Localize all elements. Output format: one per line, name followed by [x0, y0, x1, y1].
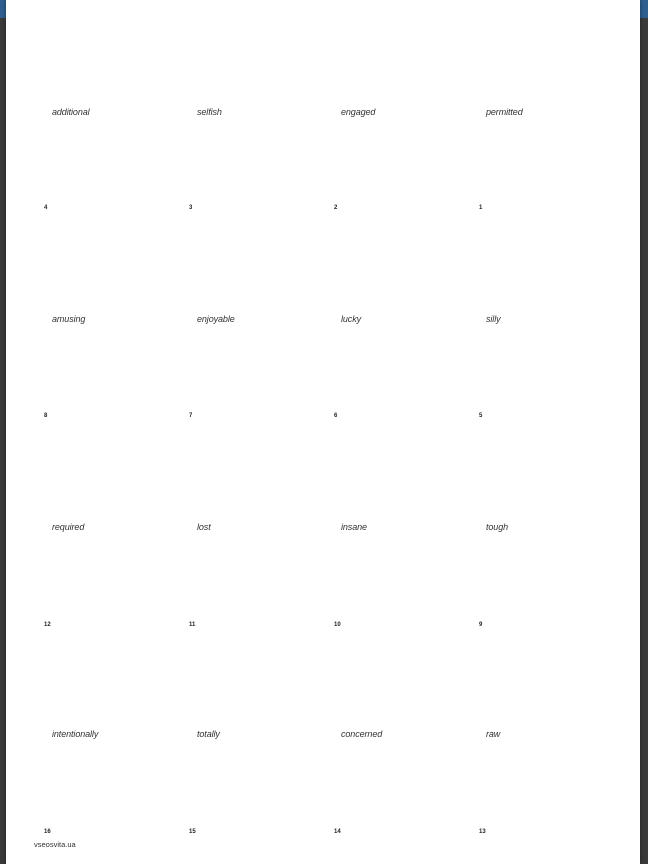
- word-cell: permitted: [486, 107, 523, 117]
- card-number: 12: [44, 622, 51, 628]
- card-number: 6: [334, 413, 338, 419]
- word-cell: concerned: [341, 729, 383, 739]
- card-number: 13: [479, 829, 486, 835]
- card-number: 1: [479, 205, 483, 211]
- card-number: 10: [334, 622, 341, 628]
- word-cell: totally: [197, 729, 220, 739]
- word-cell: engaged: [341, 107, 376, 117]
- card-number: 2: [334, 205, 338, 211]
- card-number: 14: [334, 829, 341, 835]
- card-number: 8: [44, 413, 48, 419]
- word-cell: lost: [197, 522, 211, 532]
- card-number: 7: [189, 413, 193, 419]
- site-footer-text: vseosvita.ua: [34, 840, 76, 849]
- word-cell: insane: [341, 522, 367, 532]
- card-number: 9: [479, 622, 483, 628]
- word-cell: enjoyable: [197, 314, 235, 324]
- card-number: 11: [189, 622, 196, 628]
- document-page: [6, 0, 640, 864]
- word-cell: lucky: [341, 314, 362, 324]
- word-cell: selfish: [197, 107, 222, 117]
- word-cell: amusing: [52, 314, 86, 324]
- word-cell: additional: [52, 107, 90, 117]
- card-number: 4: [44, 205, 48, 211]
- card-number: 3: [189, 205, 193, 211]
- word-cell: intentionally: [52, 729, 99, 739]
- card-number: 5: [479, 413, 483, 419]
- word-cell: required: [52, 522, 85, 532]
- word-cell: tough: [486, 522, 509, 532]
- word-cell: silly: [486, 314, 501, 324]
- card-number: 16: [44, 829, 51, 835]
- card-number: 15: [189, 829, 196, 835]
- word-cell: raw: [486, 729, 501, 739]
